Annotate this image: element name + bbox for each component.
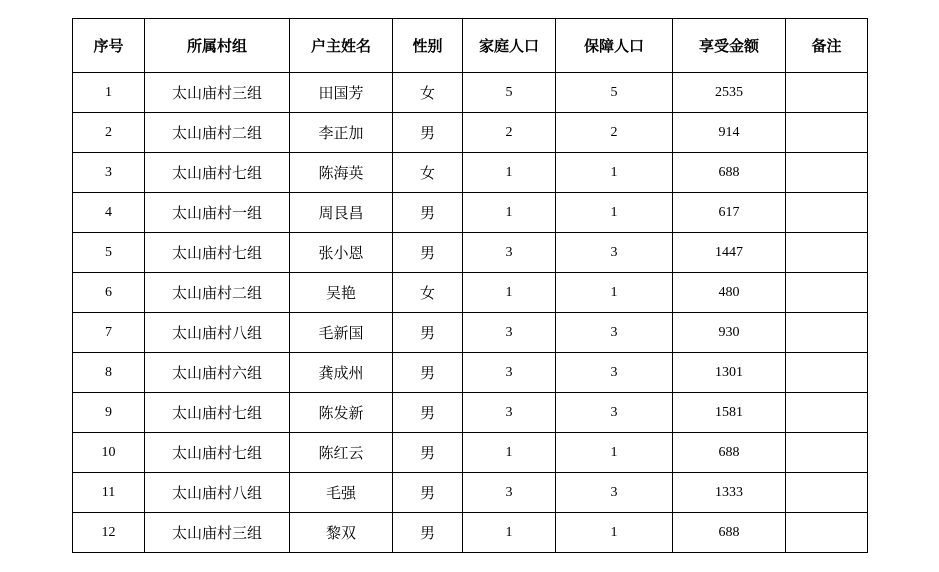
- cell-gender: 女: [393, 153, 463, 193]
- header-remarks: 备注: [786, 19, 868, 73]
- cell-index: 1: [73, 73, 145, 113]
- table-row: [73, 513, 868, 553]
- cell-index: 4: [73, 193, 145, 233]
- table-row: [73, 73, 868, 113]
- cell-head-name: 黎双: [290, 513, 393, 553]
- cell-village-group: 太山庙村八组: [145, 473, 290, 513]
- cell-family-size: 1: [463, 153, 556, 193]
- cell-covered-persons: 3: [556, 233, 673, 273]
- cell-index: 12: [73, 513, 145, 553]
- table-body: [73, 73, 868, 553]
- cell-gender: 男: [393, 233, 463, 273]
- table-header: [73, 19, 868, 73]
- cell-remarks: [786, 153, 868, 193]
- cell-village-group: 太山庙村七组: [145, 153, 290, 193]
- subsidy-table: [72, 18, 868, 553]
- cell-head-name: 毛新国: [290, 313, 393, 353]
- cell-head-name: 陈海英: [290, 153, 393, 193]
- header-family-size: 家庭人口: [463, 19, 556, 73]
- cell-village-group: 太山庙村二组: [145, 273, 290, 313]
- cell-index: 11: [73, 473, 145, 513]
- header-gender: 性别: [393, 19, 463, 73]
- cell-head-name: 陈红云: [290, 433, 393, 473]
- header-index: 序号: [73, 19, 145, 73]
- cell-amount: 930: [673, 313, 786, 353]
- cell-village-group: 太山庙村一组: [145, 193, 290, 233]
- cell-amount: 1447: [673, 233, 786, 273]
- table-row: [73, 433, 868, 473]
- cell-gender: 男: [393, 113, 463, 153]
- cell-family-size: 1: [463, 513, 556, 553]
- header-row: [73, 19, 868, 73]
- cell-amount: 2535: [673, 73, 786, 113]
- cell-gender: 女: [393, 273, 463, 313]
- cell-head-name: 张小恩: [290, 233, 393, 273]
- cell-remarks: [786, 353, 868, 393]
- cell-gender: 男: [393, 513, 463, 553]
- cell-amount: 617: [673, 193, 786, 233]
- cell-gender: 男: [393, 353, 463, 393]
- cell-covered-persons: 3: [556, 313, 673, 353]
- cell-amount: 1301: [673, 353, 786, 393]
- cell-amount: 914: [673, 113, 786, 153]
- cell-index: 6: [73, 273, 145, 313]
- cell-village-group: 太山庙村七组: [145, 433, 290, 473]
- cell-village-group: 太山庙村六组: [145, 353, 290, 393]
- cell-index: 10: [73, 433, 145, 473]
- cell-index: 7: [73, 313, 145, 353]
- cell-remarks: [786, 73, 868, 113]
- table-row: [73, 353, 868, 393]
- cell-covered-persons: 1: [556, 433, 673, 473]
- table-row: [73, 113, 868, 153]
- cell-covered-persons: 1: [556, 193, 673, 233]
- cell-head-name: 周艮昌: [290, 193, 393, 233]
- cell-covered-persons: 1: [556, 153, 673, 193]
- cell-gender: 男: [393, 193, 463, 233]
- cell-family-size: 2: [463, 113, 556, 153]
- cell-family-size: 1: [463, 433, 556, 473]
- cell-covered-persons: 2: [556, 113, 673, 153]
- cell-remarks: [786, 113, 868, 153]
- cell-remarks: [786, 233, 868, 273]
- cell-covered-persons: 3: [556, 473, 673, 513]
- cell-gender: 女: [393, 73, 463, 113]
- cell-covered-persons: 1: [556, 513, 673, 553]
- cell-head-name: 吴艳: [290, 273, 393, 313]
- cell-index: 5: [73, 233, 145, 273]
- cell-covered-persons: 5: [556, 73, 673, 113]
- table-row: [73, 393, 868, 433]
- cell-head-name: 龚成州: [290, 353, 393, 393]
- cell-index: 9: [73, 393, 145, 433]
- header-head-name: 户主姓名: [290, 19, 393, 73]
- table-row: [73, 233, 868, 273]
- cell-family-size: 3: [463, 353, 556, 393]
- cell-family-size: 5: [463, 73, 556, 113]
- table-row: [73, 153, 868, 193]
- cell-remarks: [786, 393, 868, 433]
- cell-village-group: 太山庙村七组: [145, 393, 290, 433]
- cell-remarks: [786, 513, 868, 553]
- cell-head-name: 陈发新: [290, 393, 393, 433]
- cell-gender: 男: [393, 393, 463, 433]
- cell-remarks: [786, 273, 868, 313]
- cell-covered-persons: 3: [556, 353, 673, 393]
- cell-family-size: 3: [463, 313, 556, 353]
- cell-remarks: [786, 313, 868, 353]
- cell-family-size: 1: [463, 193, 556, 233]
- cell-village-group: 太山庙村七组: [145, 233, 290, 273]
- cell-remarks: [786, 433, 868, 473]
- cell-family-size: 3: [463, 393, 556, 433]
- table-row: [73, 473, 868, 513]
- cell-head-name: 李正加: [290, 113, 393, 153]
- cell-family-size: 3: [463, 473, 556, 513]
- cell-head-name: 田国芳: [290, 73, 393, 113]
- cell-gender: 男: [393, 473, 463, 513]
- cell-gender: 男: [393, 433, 463, 473]
- cell-amount: 1333: [673, 473, 786, 513]
- header-amount: 享受金额: [673, 19, 786, 73]
- cell-remarks: [786, 473, 868, 513]
- cell-index: 8: [73, 353, 145, 393]
- table-row: [73, 273, 868, 313]
- cell-village-group: 太山庙村三组: [145, 513, 290, 553]
- cell-village-group: 太山庙村三组: [145, 73, 290, 113]
- cell-covered-persons: 3: [556, 393, 673, 433]
- table-row: [73, 313, 868, 353]
- cell-family-size: 3: [463, 233, 556, 273]
- table-row: [73, 193, 868, 233]
- header-covered-persons: 保障人口: [556, 19, 673, 73]
- cell-amount: 688: [673, 153, 786, 193]
- cell-remarks: [786, 193, 868, 233]
- cell-amount: 480: [673, 273, 786, 313]
- cell-index: 2: [73, 113, 145, 153]
- cell-village-group: 太山庙村二组: [145, 113, 290, 153]
- cell-covered-persons: 1: [556, 273, 673, 313]
- header-village-group: 所属村组: [145, 19, 290, 73]
- cell-amount: 1581: [673, 393, 786, 433]
- cell-village-group: 太山庙村八组: [145, 313, 290, 353]
- cell-family-size: 1: [463, 273, 556, 313]
- cell-amount: 688: [673, 433, 786, 473]
- cell-index: 3: [73, 153, 145, 193]
- cell-gender: 男: [393, 313, 463, 353]
- cell-amount: 688: [673, 513, 786, 553]
- cell-head-name: 毛强: [290, 473, 393, 513]
